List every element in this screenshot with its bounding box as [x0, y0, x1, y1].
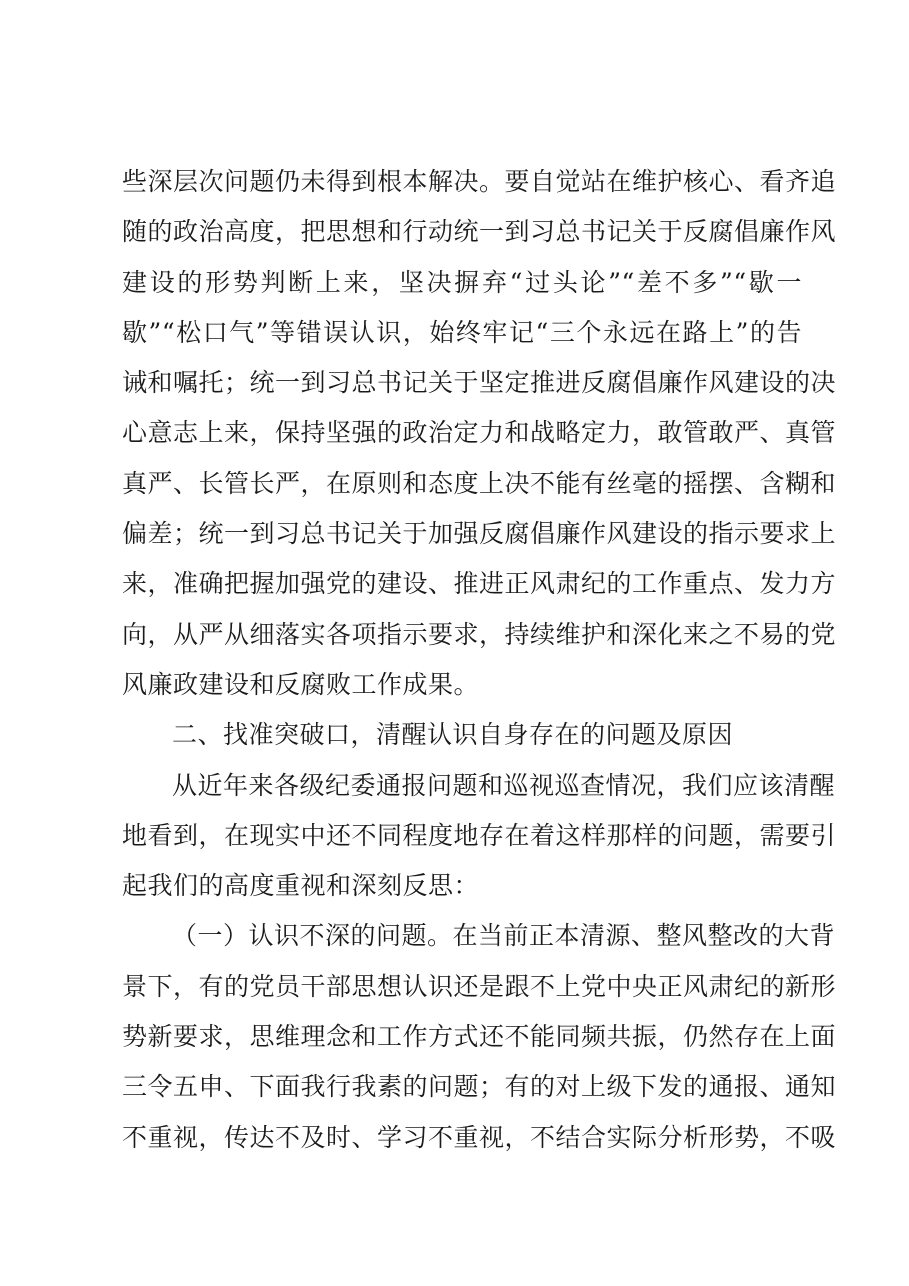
text-line: 偏差；统一到习总书记关于加强反腐倡廉作风建设的指示要求上 — [122, 519, 837, 549]
text-line: 三令五申、下面我行我素的问题；有的对上级下发的通报、通知 — [122, 1072, 837, 1102]
text-line: 来，准确把握加强党的建设、推进正风肃纪的工作重点、发力方 — [122, 569, 837, 599]
text-line: 从近年来各级纪委通报问题和巡视巡查情况，我们应该清醒 — [172, 770, 836, 800]
text-line: 向，从严从细落实各项指示要求，持续维护和深化来之不易的党 — [122, 619, 837, 649]
text-line: 建设的形势判断上来，坚决摒弃“过头论”“差不多”“歇一 — [122, 267, 802, 297]
text-line: 歇”“松口气”等错误认识，始终牢记“三个永远在路上”的告 — [122, 317, 802, 347]
text-line: 景下，有的党员干部思想认识还是跟不上党中央正风肃纪的新形 — [122, 971, 837, 1001]
text-line: 诫和嘱托；统一到习总书记关于坚定推进反腐倡廉作风建设的决 — [122, 368, 837, 398]
text-line: 随的政治高度，把思想和行动统一到习总书记关于反腐倡廉作风 — [122, 217, 837, 247]
text-line: （一）认识不深的问题。在当前正本清源、整风整改的大背 — [172, 921, 836, 951]
text-line: 心意志上来，保持坚强的政治定力和战略定力，敢管敢严、真管 — [122, 418, 837, 448]
text-line: 风廉政建设和反腐败工作成果。 — [122, 669, 480, 699]
section-heading: 二、找准突破口，清醒认识自身存在的问题及原因 — [172, 720, 734, 750]
text-line: 真严、长管长严，在原则和态度上决不能有丝毫的摇摆、含糊和 — [122, 468, 837, 498]
text-line: 不重视，传达不及时、学习不重视，不结合实际分析形势，不吸 — [122, 1122, 837, 1152]
text-line: 些深层次问题仍未得到根本解决。要自觉站在维护核心、看齐追 — [122, 167, 837, 196]
text-line: 势新要求，思维理念和工作方式还不能同频共振，仍然存在上面 — [122, 1022, 837, 1052]
document-body — [122, 157, 837, 1163]
text-line: 地看到，在现实中还不同程度地存在着这样那样的问题，需要引 — [122, 820, 837, 850]
text-line: 起我们的高度重视和深刻反思： — [122, 871, 480, 901]
